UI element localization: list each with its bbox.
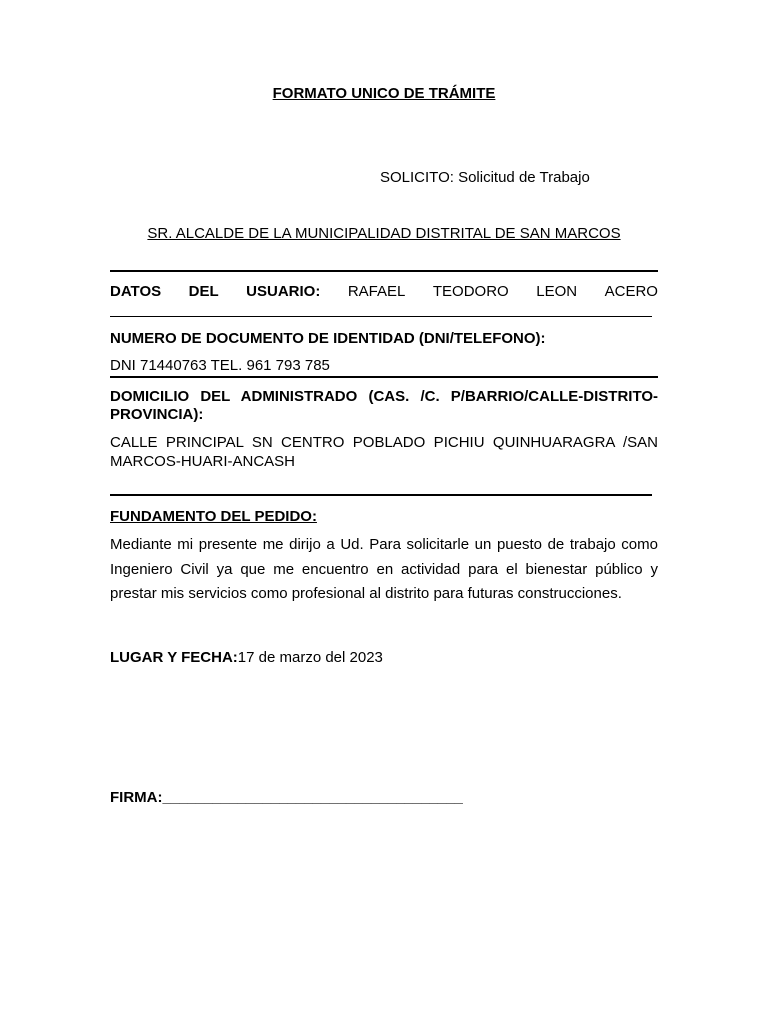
- document-title: FORMATO UNICO DE TRÁMITE: [272, 85, 496, 102]
- lugar-fecha-label: LUGAR Y FECHA:: [110, 649, 238, 666]
- domicilio-label-line1: DOMICILIO DEL ADMINISTRADO (CAS. /C. P/BARRIO/CALLE-DISTRITO-: [110, 388, 658, 405]
- firma-line: [110, 789, 463, 806]
- solicito-line: SOLICITO: Solicitud de Trabajo: [380, 169, 590, 186]
- firma-label: FIRMA:: [110, 789, 163, 806]
- documento-label: NUMERO DE DOCUMENTO DE IDENTIDAD (DNI/TELEFONO):: [110, 330, 546, 347]
- usuario-label-word: USUARIO:: [246, 283, 321, 300]
- domicilio-label-line2: PROVINCIA):: [110, 406, 204, 423]
- usuario-name-word: ACERO: [604, 283, 658, 300]
- domicilio-value-line1: CALLE PRINCIPAL SN CENTRO POBLADO PICHIU QUINHUARAGRA /SAN: [110, 434, 658, 451]
- firma-blank: ____________________________________: [162, 789, 463, 806]
- lugar-fecha-line: [110, 649, 383, 666]
- usuario-row: [110, 283, 658, 300]
- usuario-name-word: LEON: [536, 283, 578, 300]
- usuario-name-word: RAFAEL: [347, 283, 406, 300]
- addressee-line: SR. ALCALDE DE LA MUNICIPALIDAD DISTRITAL DE SAN MARCOS: [147, 225, 621, 242]
- usuario-label-word: DATOS: [110, 283, 162, 300]
- domicilio-value-line2: MARCOS-HUARI-ANCASH: [110, 453, 296, 470]
- usuario-label-word: DEL: [188, 283, 219, 300]
- divider: [110, 316, 652, 317]
- fundamento-label: FUNDAMENTO DEL PEDIDO:: [110, 508, 317, 525]
- lugar-fecha-value: 17 de marzo del 2023: [237, 649, 383, 666]
- divider: [110, 494, 652, 496]
- divider: [110, 376, 658, 378]
- fundamento-text: Mediante mi presente me dirijo a Ud. Para solicitarle un puesto de trabajo como Ingeniero Civil ya que me encuentro en actividad para el bienestar público y prestar mis servicios como profesional al distrito para futuras construcciones.: [110, 536, 658, 602]
- divider: [110, 270, 658, 272]
- documento-value: DNI 71440763 TEL. 961 793 785: [110, 357, 330, 374]
- usuario-name-word: TEODORO: [432, 283, 509, 300]
